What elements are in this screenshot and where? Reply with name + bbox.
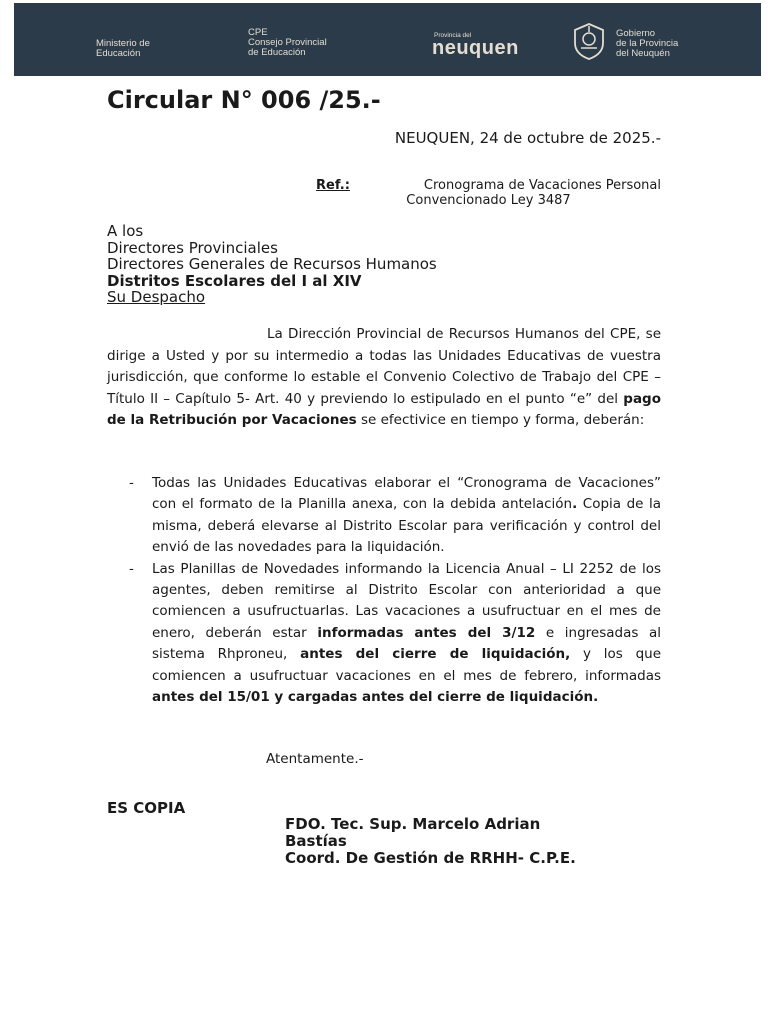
body-paragraph	[107, 324, 661, 432]
circular-title: Circular N° 006 /25.-	[107, 86, 381, 114]
cpe-logo-text	[248, 28, 327, 58]
addressee-line-4: Distritos Escolares del I al XIV	[107, 271, 362, 290]
letterhead-banner	[14, 3, 761, 76]
list-dash: -	[129, 475, 134, 491]
ministerio-line-2: Educación	[96, 48, 141, 59]
es-copia-label: ES COPIA	[107, 799, 186, 817]
gobierno-logo-text	[616, 29, 678, 59]
instructions-list	[107, 473, 661, 708]
bullet-2-bold-3: antes del 15/01 y cargadas antes del cierre de liquidación.	[152, 689, 599, 706]
ref-line-2: Convencionado Ley 3487	[406, 193, 571, 208]
bullet-1-text-a: Todas las Unidades Educativas elaborar el “Cronograma de Vacaciones” con el formato de la Planilla anexa, con la debida antelación	[152, 475, 661, 513]
signature-name: FDO. Tec. Sup. Marcelo Adrian Bastías	[285, 815, 541, 850]
document-date: NEUQUEN, 24 de octubre de 2025.-	[394, 129, 661, 147]
bullet-1-text-b: Copia de la misma, deberá elevarse al Distrito Escolar para verificación y control del envió de las novedades para la liquidación.	[152, 496, 662, 556]
addressee-line-3: Directores Generales de Recursos Humanos	[107, 255, 437, 273]
cpe-line-3: de Educación	[248, 47, 306, 58]
list-dash: -	[129, 560, 134, 577]
gobierno-line-1: Gobierno	[616, 28, 656, 39]
gobierno-line-2: de la Provincia	[616, 38, 679, 49]
signature-block	[285, 816, 605, 867]
bullet-2-bold-1: informadas antes del 3/12	[317, 624, 536, 641]
neuquen-logo-text: neuquen	[432, 37, 519, 59]
gobierno-line-3: del Neuquén	[616, 48, 670, 59]
addressee-line-2: Directores Provinciales	[107, 238, 278, 257]
list-item	[107, 559, 661, 709]
bullet-2-text-a: Las Planillas de Novedades informando la Licencia Anual – LI 2252 de los agentes, deben remitirse al Distrito Escolar con anterioridad a que comiencen a usufructuarlas. Las vacaciones a usufructuar en el mes de enero, deberán estar	[152, 560, 661, 641]
provincial-crest-icon	[569, 21, 609, 61]
body-text-1: La Dirección Provincial de Recursos Humanos del CPE, se dirige a Usted y por su intermedio a todas las Unidades Educativas de vuestra jurisdicción, que conforme lo estable el Convenio Colectivo de Trabajo del CPE – Título II – Capítulo 5- Art. 40 y previendo lo estipulado en el punto “e” del	[107, 326, 661, 407]
reference-block	[316, 178, 661, 208]
ministerio-line-1: Ministerio de	[96, 38, 150, 49]
cpe-line-2: Consejo Provincial	[248, 37, 327, 48]
bullet-1-dot: .	[572, 496, 578, 513]
bullet-2-bold-2: antes del cierre de liquidación,	[300, 646, 571, 663]
bullet-2-text-b: e ingresadas al sistema Rhproneu,	[152, 624, 661, 663]
signature-title: Coord. De Gestión de RRHH- C.P.E.	[285, 849, 576, 867]
addressee-line-1: A los	[107, 222, 144, 240]
addressee-line-5: Su Despacho	[107, 288, 206, 306]
list-item	[107, 473, 661, 559]
body-text-2: se efectivice en tiempo y forma, deberán:	[360, 412, 645, 428]
ref-line-1: Cronograma de Vacaciones Personal	[423, 178, 661, 193]
ref-label: Ref.:	[316, 178, 350, 193]
closing-salutation: Atentamente.-	[266, 751, 364, 767]
addressee-block	[107, 223, 437, 306]
cpe-line-1: CPE	[248, 27, 268, 38]
bullet-2-text-c: y los que comiencen a usufructuar vacaciones en el mes de febrero, informadas	[152, 646, 662, 684]
ministerio-logo-text	[96, 39, 150, 59]
provincia-small-label: Provincia del	[434, 32, 472, 39]
body-bold-text: pago de la Retribución por Vacaciones	[107, 390, 661, 428]
